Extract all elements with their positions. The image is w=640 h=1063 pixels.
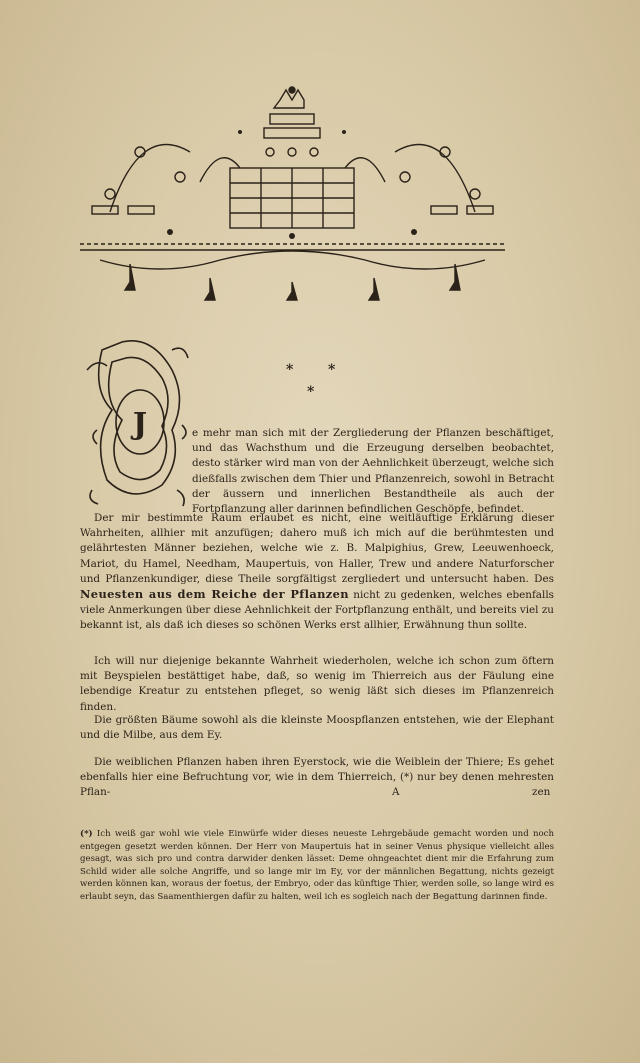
paragraph-5 — [80, 755, 554, 801]
headpiece-ornament — [80, 82, 505, 302]
paragraph-3-text: Ich will nur diejenige bekannte Wahrheit wiederholen, welche ich schon zum öftern mit Beyspielen bestättiget habe, daß, so wenig im Thierreich aus der Fäulung eine lebendige Kreatur zu entstehen pfleget, so wenig läßt sich dieses im Pflanzenreich finden. — [80, 655, 554, 713]
paragraph-2-emphasis: Neuesten aus dem Reiche der Pflanzen — [80, 587, 349, 602]
paragraph-2 — [80, 511, 554, 634]
paragraph-4-text: Die größten Bäume sowohl als die kleinste Moospflanzen entstehen, wie der Elephant und die Milbe, aus dem Ey. — [80, 714, 554, 742]
signature-mark: A — [392, 786, 400, 798]
paragraph-1 — [192, 426, 554, 517]
initial-letter: J — [132, 407, 148, 442]
paragraph-1-text: e mehr man sich mit der Zergliederung der Pflanzen beschäftiget, und das Wachsthum und die Erzeugung derselben beobachtet, desto stärker wird man von der Aehnlichkeit überzeugt, welche sich dießfalls zwischen dem Thier und Pflanzenreich, sowohl in Betracht der äussern und innerlichen Bestandtheile als auch der Fortpflanzung aller darinnen befindlichen Geschöpfe, befindet. — [192, 427, 554, 516]
paragraph-5-text: Die weiblichen Pflanzen haben ihren Eyerstock, wie die Weiblein der Thiere; Es gehet ebenfalls hier eine Befruchtung vor, wie in dem Thierreich, (*) nur bey denen mehresten Pflan- — [80, 756, 554, 799]
star-top-right: * — [328, 362, 336, 378]
asterism — [260, 362, 370, 412]
initial-cartouche — [82, 330, 192, 510]
star-bottom: * — [307, 384, 315, 400]
catchword: zen — [532, 786, 551, 798]
footnote — [80, 828, 554, 904]
star-top-left: * — [286, 362, 294, 378]
paragraph-2-text-a: Der mir bestimmte Raum erlaubet es nicht, eine weitläuftige Erklärung dieser Wahrheiten, allhier mit anzufügen; dahero muß ich mich auf die berühmtesten und gelährtesten Männer beziehen, welche wie z. B. Malpighius, Grew, Leeuwenhoeck, Mariot, du Hamel, Needham, Maupertuis, von Haller, Trew und andere Naturforscher und Pflanzenkundiger, diese Theile sorgfältigst zergliedert und untersucht haben. Des — [80, 512, 554, 585]
paragraph-4 — [80, 713, 554, 743]
footnote-text: Ich weiß gar wohl wie viele Einwürfe wider dieses neueste Lehrgebäude gemacht worden und noch entgegen gesetzt werden können. Der Herr von Maupertuis hat in seiner Venus physique vielleicht alles gesagt, was sich pro und contra darwider denken lässet: Deme ohngeachtet dient mir die Erfahrung zum Schild wider alle solche Angriffe, und so lange mir im Ey, vor der männlichen Begattung, nichts gezeigt werden können kan, woraus der foetus, der Embryo, oder das künftige Thier, werden solle, so lange wird es erlaubt seyn, das Saamenthiergen dafür zu halten, weil ich es sogleich nach der Begattung darinnen finde. — [80, 829, 555, 902]
footnote-mark: (*) — [80, 829, 93, 839]
paragraph-3 — [80, 654, 554, 715]
paragraph-2-text-b: nicht zu gedenken, welches ebenfalls viele Anmerkungen über diese Aehnlichkeit der Fortpflanzung enthält, und bereits viel zu bekannt ist, als daß ich dieses so schönen Werks erst allhier, Erwähnung thun sollte. — [80, 589, 554, 632]
